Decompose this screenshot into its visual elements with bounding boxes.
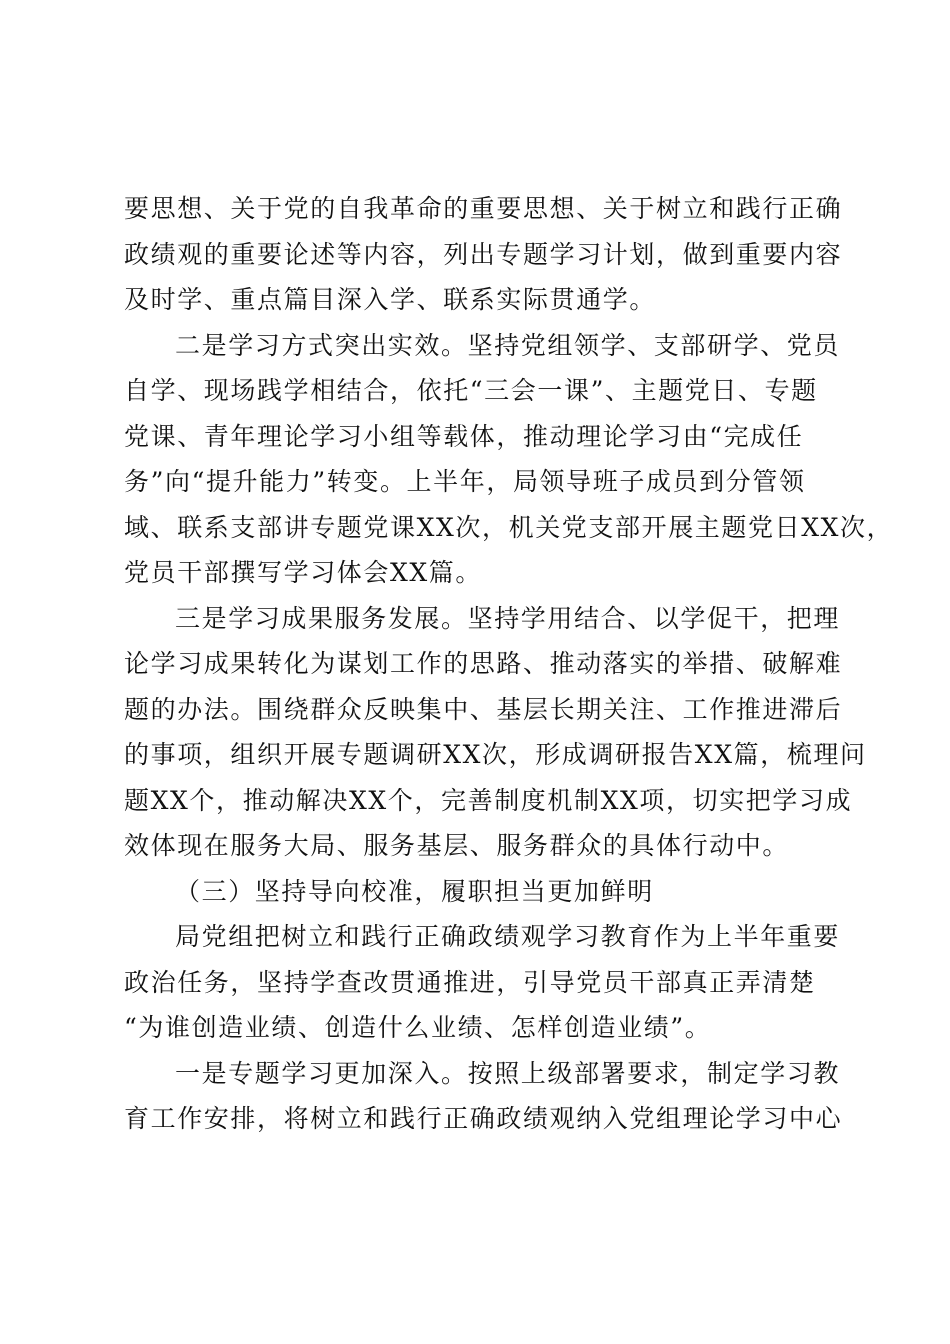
document-body: [124, 186, 894, 1142]
text-line: “为谁创造业绩、创造什么业绩、怎样创造业绩”。: [124, 1013, 712, 1042]
text-line: 政治任务，坚持学查改贯通推进，引导党员干部真正弄清楚: [124, 967, 816, 997]
text-line: 党员干部撰写学习体会XX篇。: [124, 558, 482, 587]
text-line: 政绩观的重要论述等内容，列出专题学习计划，做到重要内容: [124, 239, 843, 269]
text-line: 题的办法。围绕群众反映集中、基层长期关注、工作推进滞后: [124, 694, 843, 724]
text-line: 自学、现场践学相结合，依托“三会一课”、主题党日、专题: [124, 376, 818, 405]
text-line: 及时学、重点篇目深入学、联系实际贯通学。: [124, 285, 657, 314]
paragraph-start-line: 局党组把树立和践行正确政绩观学习教育作为上半年重要: [175, 922, 841, 951]
text-line: 效体现在服务大局、服务基层、服务群众的具体行动中。: [124, 831, 790, 860]
text-line: 域、联系支部讲专题党课XX次，机关党支部开展主题党日XX次，: [124, 512, 894, 542]
section-heading: （三）坚持导向校准，履职担当更加鲜明: [175, 876, 654, 906]
text-line: 党课、青年理论学习小组等载体，推动理论学习由“完成任: [124, 421, 804, 451]
text-line: 要思想、关于党的自我革命的重要思想、关于树立和践行正确: [124, 194, 843, 223]
paragraph-start-line: 一是专题学习更加深入。按照上级部署要求，制定学习教: [175, 1058, 841, 1088]
text-line: 务”向“提升能力”转变。上半年，局领导班子成员到分管领: [124, 467, 806, 496]
text-line: 题XX个，推动解决XX个，完善制度机制XX项，切实把学习成: [124, 785, 853, 815]
paragraph-start-line: 三是学习成果服务发展。坚持学用结合、以学促干，把理: [175, 603, 841, 633]
text-line: 论学习成果转化为谋划工作的思路、推动落实的举措、破解难: [124, 649, 843, 678]
text-line: 的事项，组织开展专题调研XX次，形成调研报告XX篇，梳理问: [124, 740, 867, 769]
text-line: 育工作安排，将树立和践行正确政绩观纳入党组理论学习中心: [124, 1104, 843, 1133]
paragraph-start-line: 二是学习方式突出实效。坚持党组领学、支部研学、党员: [175, 330, 841, 360]
